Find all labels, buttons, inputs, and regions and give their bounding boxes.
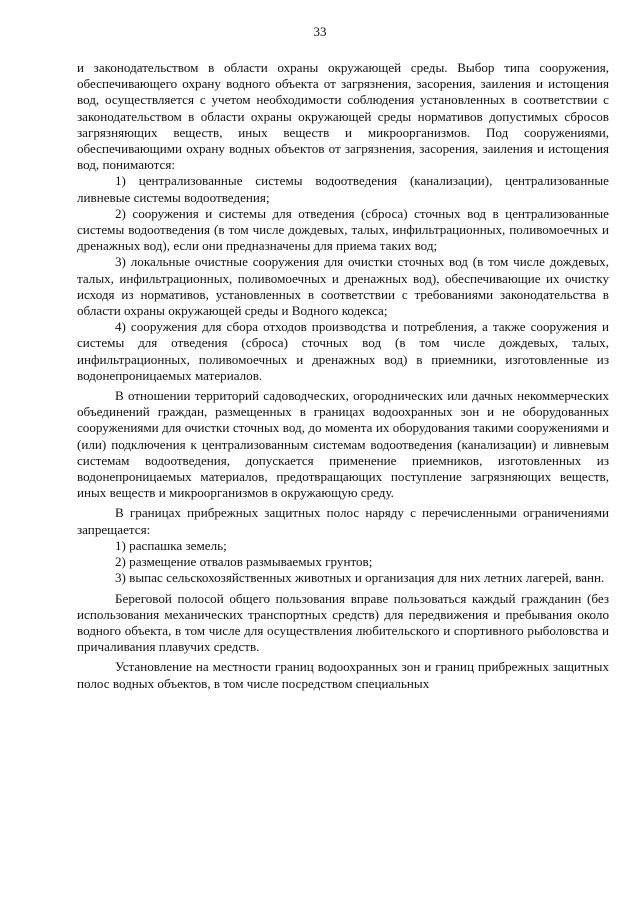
list-item: 1) централизованные системы водоотведения (канализации), централизованные ливневые системы водоотведения;	[77, 173, 609, 205]
page-number: 33	[313, 24, 327, 39]
body-text	[77, 60, 609, 692]
paragraph: В границах прибрежных защитных полос наряду с перечисленными ограничениями запрещается:	[77, 505, 609, 537]
paragraph: и законодательством в области охраны окружающей среды. Выбор типа сооружения, обеспечивающего охрану водного объекта от загрязнения, засорения, заиления и истощения вод, осуществляется с учетом необходимости соблюдения установленных в соответствии с законодательством в области охраны окружающей среды нормативов допустимых сбросов загрязняющих веществ, иных веществ и микроорганизмов. Под сооружениями, обеспечивающими охрану водных объектов от загрязнения, засорения, заиления и истощения вод, понимаются:	[77, 60, 609, 173]
paragraph: Береговой полосой общего пользования вправе пользоваться каждый гражданин (без использования механических транспортных средств) для передвижения и пребывания около водного объекта, в том числе для осуществления любительского и спортивного рыболовства и причаливания плавучих средств.	[77, 590, 609, 655]
paragraph: Установление на местности границ водоохранных зон и границ прибрежных защитных полос водных объектов, в том числе посредством специальных	[77, 659, 609, 691]
list-item: 4) сооружения для сбора отходов производства и потребления, а также сооружения и системы для отведения (сброса) сточных вод (в том числе дождевых, талых, инфильтрационных, поливомоечных и дренажных вод) в приемники, изготовленные из водонепроницаемых материалов.	[77, 319, 609, 383]
list-item: 2) размещение отвалов размываемых грунтов;	[115, 554, 373, 570]
list-item: 1) распашка земель;	[115, 537, 227, 553]
list-item: 3) локальные очистные сооружения для очистки сточных вод (в том числе дождевых, талых, инфильтрационных, поливомоечных и дренажных вод), обеспечивающие их очистку исходя из нормативов, установленных в соответствии с требованиями законодательства в области охраны окружающей среды и Водного кодекса;	[77, 254, 609, 319]
list-item: 2) сооружения и системы для отведения (сброса) сточных вод в централизованные системы водоотведения (в том числе дождевых, талых, инфильтрационных, поливомоечных и дренажных вод), если они предназначены для приема таких вод;	[77, 205, 609, 254]
list-item: 3) выпас сельскохозяйственных животных и организация для них летних лагерей, ванн.	[115, 570, 605, 586]
paragraph: В отношении территорий садоводческих, огороднических или дачных некоммерческих объединений граждан, размещенных в границах водоохранных зон и не оборудованных сооружениями для очистки сточных вод, до момента их оборудования такими сооружениями и (или) подключения к централизованным системам водоотведения (канализации) и ливневым системам водоотведения, допускается применение приемников, изготовленных из водонепроницаемых материалов, предотвращающих поступление загрязняющих веществ, иных веществ и микроорганизмов в окружающую среду.	[77, 388, 609, 501]
